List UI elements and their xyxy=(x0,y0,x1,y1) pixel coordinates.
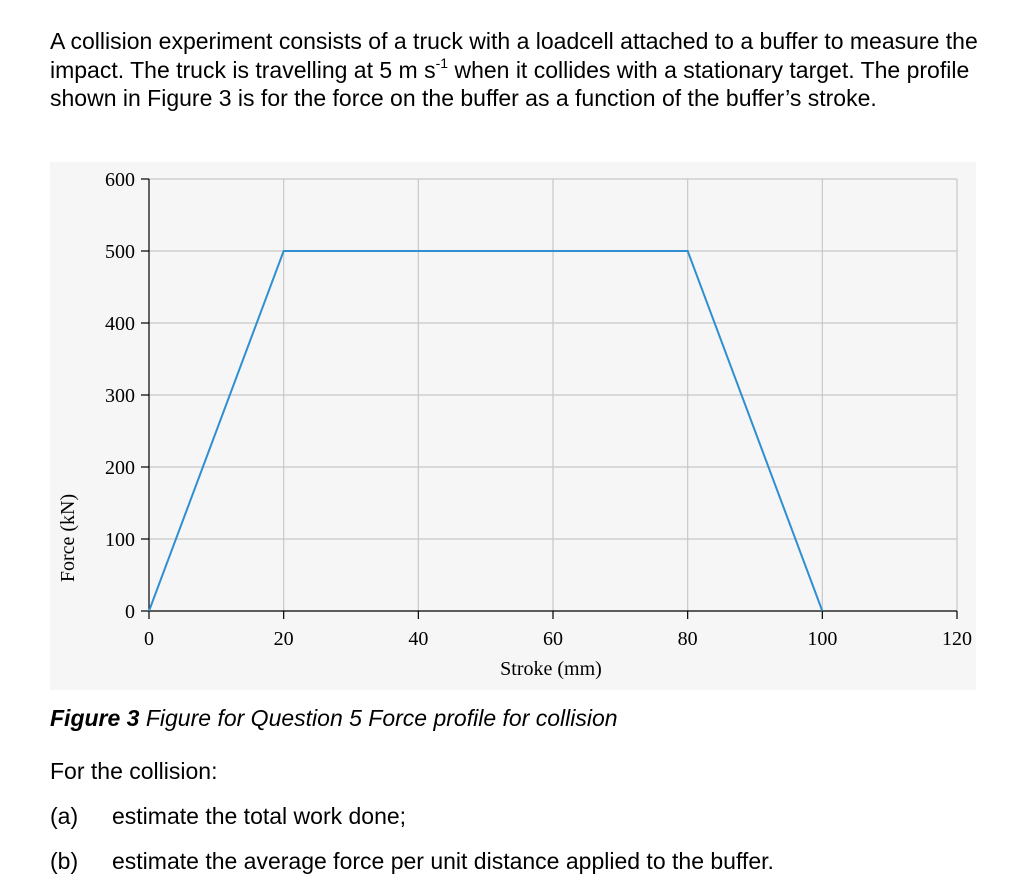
intro-superscript: -1 xyxy=(435,54,449,71)
tick-labels xyxy=(105,169,972,650)
force-profile-figure xyxy=(50,162,976,690)
x-axis-label: Stroke (mm) xyxy=(500,658,602,680)
caption-label: Figure 3 xyxy=(50,705,140,731)
part-a-letter: (a) xyxy=(50,803,79,829)
caption-text: Figure for Question 5 Force profile for collision xyxy=(139,705,618,731)
part-a-text: estimate the total work done; xyxy=(112,803,407,829)
question-intro xyxy=(50,27,1010,113)
figure-caption xyxy=(50,705,618,732)
x-tick-label: 100 xyxy=(807,628,838,650)
force-stroke-chart xyxy=(50,162,976,690)
grid-lines xyxy=(149,179,957,611)
y-tick-label: 500 xyxy=(105,241,135,263)
y-tick-label: 100 xyxy=(105,529,135,551)
question-prompt: For the collision: xyxy=(50,758,218,784)
x-tick-label: 60 xyxy=(543,628,563,650)
x-tick-label: 0 xyxy=(144,628,154,650)
series-lines xyxy=(149,251,822,611)
intro-text-part1: A collision experiment consists of a truck with a loadcell attached to a buffer to measure the impact. The truck is travelling at 5 m s xyxy=(50,28,978,83)
x-tick-label: 40 xyxy=(408,628,429,650)
y-tick-label: 300 xyxy=(105,385,135,407)
part-b-letter: (b) xyxy=(50,848,79,874)
part-b-text: estimate the average force per unit distance applied to the buffer. xyxy=(112,848,774,874)
y-axis-label: Force (kN) xyxy=(57,493,79,583)
y-tick-label: 400 xyxy=(105,313,135,335)
y-tick-label: 600 xyxy=(105,169,135,191)
x-tick-label: 80 xyxy=(677,628,698,650)
y-tick-label: 200 xyxy=(105,457,135,479)
question-part-a xyxy=(50,803,406,830)
force-profile-line xyxy=(149,251,822,611)
y-tick-label: 0 xyxy=(125,601,135,623)
axes xyxy=(141,179,957,619)
intro-text-part2: when it collides with a stationary target. The profile shown in Figure 3 is for the force on the buffer as a function of the buffer’s stroke. xyxy=(50,56,970,111)
question-part-b xyxy=(50,848,774,875)
x-tick-label: 120 xyxy=(942,628,972,650)
x-tick-label: 20 xyxy=(273,628,294,650)
